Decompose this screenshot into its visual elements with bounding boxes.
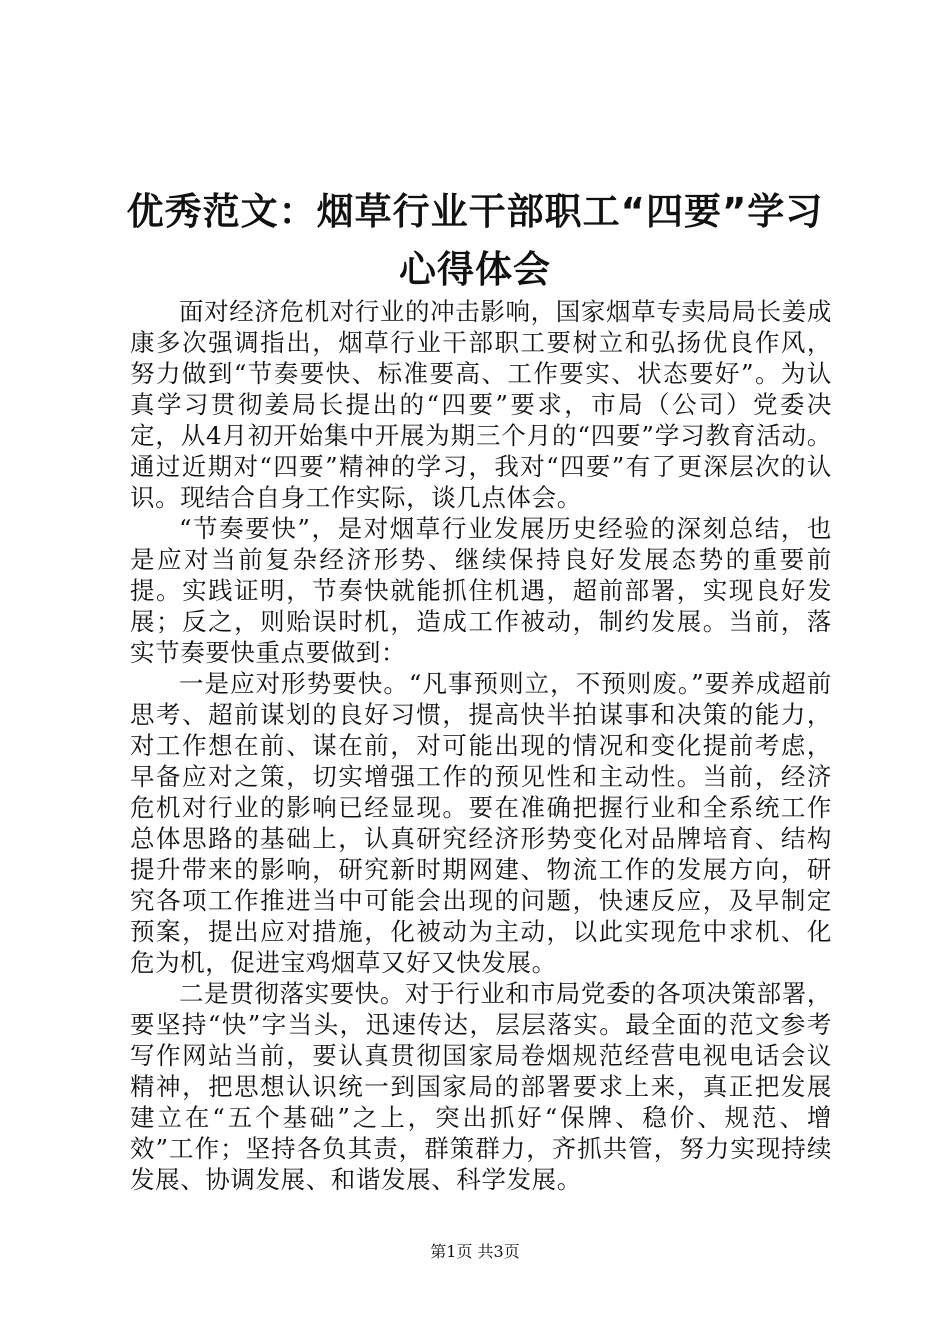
paragraph: 面对经济危机对行业的冲击影响，国家烟草专卖局局长姜成康多次强调指出，烟草行业干部职工要树立和弘扬优良作风，努力做到“节奏要快、标准要高、工作要实、状态要好”。为认真学习贯彻姜局长提出的“四要”要求，市局（公司）党委决定，从4月初开始集中开展为期三个月的“四要”学习教育活动。通过近期对“四要”精神的学习，我对“四要”有了更深层次的认识。现结合自身工作实际，谈几点体会。: [130, 297, 832, 512]
document-body: [130, 296, 832, 1195]
page-number-footer: 第1页 共3页: [430, 1242, 520, 1261]
paragraph: 一是应对形势要快。“凡事预则立，不预则废。”要养成超前思考、超前谋划的良好习惯，提高快半拍谋事和决策的能力，对工作想在前、谋在前，对可能出现的情况和变化提前考虑，早备应对之策，切实增强工作的预见性和主动性。当前，经济危机对行业的影响已经显现。要在准确把握行业和全系统工作总体思路的基础上，认真研究经济形势变化对品牌培育、结构提升带来的影响，研究新时期网建、物流工作的发展方向，研究各项工作推进当中可能会出现的问题，快速反应，及早制定预案，提出应对措施，化被动为主动，以此实现危中求机、化危为机，促进宝鸡烟草又好又快发展。: [130, 669, 832, 977]
paragraph: “节奏要快”，是对烟草行业发展历史经验的深刻总结，也是应对当前复杂经济形势、继续保持良好发展态势的重要前提。实践证明，节奏快就能抓住机遇，超前部署，实现良好发展；反之，则贻误时机，造成工作被动，制约发展。当前，落实节奏要快重点要做到：: [130, 514, 832, 667]
paragraph: 二是贯彻落实要快。对于行业和市局党委的各项决策部署，要坚持“快”字当头，迅速传达，层层落实。最全面的范文参考写作网站当前，要认真贯彻国家局卷烟规范经营电视电话会议精神，把思想认识统一到国家局的部署要求上来，真正把发展建立在“五个基础”之上，突出抓好“保牌、稳价、规范、增效”工作；坚持各负其责，群策群力，齐抓共管，努力实现持续发展、协调发展、和谐发展、科学发展。: [130, 979, 832, 1194]
document-title: 优秀范文：烟草行业干部职工“四要”学习心得体会: [126, 189, 824, 291]
